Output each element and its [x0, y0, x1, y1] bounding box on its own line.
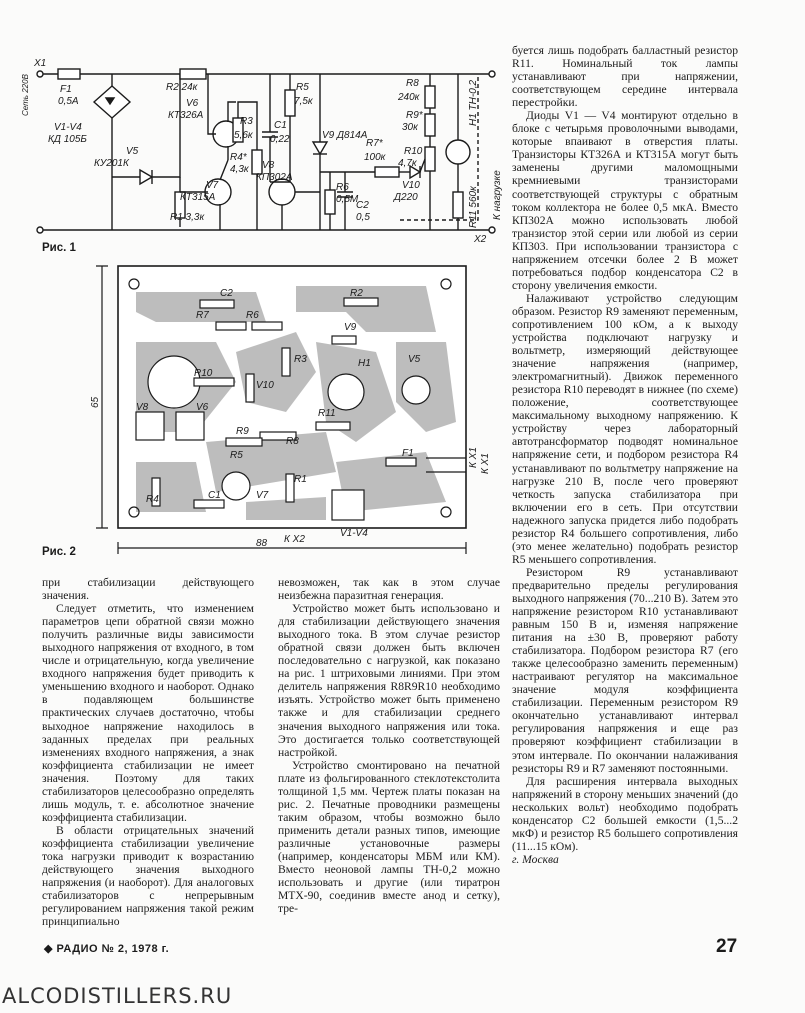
pcb-label-kx1-b: К X1 — [480, 453, 491, 474]
pcb-dim-width: 88 — [256, 538, 268, 549]
label-r5-value: 7,5к — [294, 96, 313, 107]
pcb-dim-height: 65 — [90, 396, 101, 408]
pcb-label-v10: V10 — [256, 380, 274, 391]
figure-1-schematic — [21, 42, 503, 245]
label-r3-value: 5,6к — [234, 130, 253, 141]
label-r4-value: 4,3к — [230, 164, 249, 175]
label-x1: X1 — [34, 58, 47, 69]
pcb-label-r3: R3 — [294, 354, 307, 365]
figure-1-caption: Рис. 1 — [42, 242, 76, 254]
label-r4: R4* — [230, 152, 247, 163]
paragraph: Устройство смонтировано на печатной плате из фольгированного стеклотекстолита толщиной 1,5 мм. Чертеж платы показан на рис. 2. Печатные проводники размещены таким образом, чтобы возможно было применить детали разных типов, имеющие различные установочные размеры (например, конденсаторы МБМ или КМ). Вместо неоновой лампы ТН-0,2 можно использовать и другие (или тиратрон МТХ-90, соединив вместе анод и сетку), тре- — [278, 758, 500, 916]
paragraph: невозможен, так как в этом случае неизбежна паразитная генерация. — [278, 576, 500, 603]
label-v6: V6 — [186, 98, 199, 109]
pcb-label-r5: R5 — [230, 450, 243, 461]
pcb-label-c2: C2 — [220, 288, 233, 299]
pcb-label-r4: R4 — [146, 494, 159, 505]
paragraph: Следует отметить, что изменением параметров цепи обратной связи можно получить различные виды зависимости выходного напряжения от входного, в том числе и отрицательную, когда увеличение входного напряжения будет приводить к уменьшению входного и наоборот. Однако в подавляющем большинстве практических случаев достаточно, чтобы выходное напряжение находилось в заданных пределах при реальных изменениях входного напряжения, а знак коэффициента стабилизации не имеет значения. Поэтому для таких стабилизаторов целесообразно определять лишь модуль, т. е. абсолютное значение коэффициента стабилизации. — [42, 602, 254, 824]
paragraph: Для расширения интервала выходных напряжений в сторону меньших значений (до нескольких вольт) необходимо подобрать конденсатор C2 большей емкости (1,5...2 мкФ) и резистор R5 большего сопротивления (11...15 кОм). — [512, 774, 738, 853]
watermark: ALCODISTILLERS.RU — [2, 984, 233, 1008]
pcb-label-r1: R1 — [294, 474, 307, 485]
pcb-label-r7: R7 — [196, 310, 209, 321]
middle-column — [278, 576, 500, 915]
label-r2: R2 24к — [166, 82, 198, 93]
label-r10: R10 — [404, 146, 423, 157]
paragraph: Устройство может быть использовано и для стабилизации действующего значения выходного тока. В этом случае резистор обратной связи должен быть включен последовательно с нагрузкой, как показано на рис. 1 штриховыми линиями. При этом делитель напряжения R8R9R10 необходимо изъять. Устройство может быть применено также и для стабилизации среднего значения выходного напряжения или тока. Это достигается только соответствующей настройкой. — [278, 602, 500, 759]
label-v7-type: КТ315А — [180, 192, 216, 203]
label-c1: C1 — [274, 120, 287, 131]
label-mains: Сеть 220В — [21, 74, 30, 116]
label-r6-value: 0,5М — [336, 194, 359, 205]
label-r8: R8 — [406, 78, 419, 89]
label-r11: R11 560к — [468, 186, 479, 228]
label-f1-value: 0,5A — [58, 96, 79, 107]
label-r9-value: 30к — [402, 122, 418, 133]
pcb-label-r11: R11 — [318, 408, 336, 419]
label-kd: КД 105Б — [48, 134, 87, 145]
label-v8-type: КП302А — [256, 172, 293, 183]
pcb-label-r2: R2 — [350, 288, 363, 299]
label-f1: F1 — [60, 84, 72, 95]
pcb-label-v9: V9 — [344, 322, 357, 333]
label-v5: V5 — [126, 146, 139, 157]
label-v8: V8 — [262, 160, 275, 171]
city-signature: г. Москва — [512, 852, 559, 866]
pcb-label-kx2: К X2 — [284, 534, 305, 545]
pcb-label-r10: R10 — [194, 368, 213, 379]
right-column — [512, 44, 738, 866]
label-r8-value: 240к — [398, 92, 420, 103]
journal-issue: РАДИО № 2, 1978 г. — [56, 943, 170, 955]
label-c1-value: 0,22 — [270, 134, 290, 145]
diamond-icon: ◆ — [44, 943, 53, 955]
pcb-label-c1: C1 — [208, 490, 221, 501]
label-c2-value: 0,5 — [356, 212, 370, 223]
paragraph: при стабилизации действующего значения. — [42, 576, 254, 603]
label-x2: X2 — [474, 234, 487, 245]
label-r3: R3 — [240, 116, 253, 127]
label-r1: R1 3,3к — [170, 212, 205, 223]
left-column — [42, 576, 254, 928]
figure-2-caption: Рис. 2 — [42, 546, 76, 558]
pcb-label-h1: H1 — [358, 358, 371, 369]
pcb-label-v5: V5 — [408, 354, 421, 365]
pcb-label-r9: R9 — [236, 426, 249, 437]
label-v6-type: КТ326А — [168, 110, 204, 121]
label-c2: C2 — [356, 200, 369, 211]
pcb-label-kx1-a: К X1 — [468, 447, 479, 468]
label-v10-type: Д220 — [394, 192, 418, 203]
page-number: 27 — [716, 936, 738, 957]
label-v1v4: V1-V4 — [54, 122, 82, 133]
pcb-label-f1: F1 — [402, 448, 414, 459]
label-load: К нагрузке — [492, 170, 503, 220]
paragraph: Резистором R9 устанавливают предварительно пределы регулирования выходного напряжения (70...210 В). Затем это напряжение резистором R10 устанавливают равным 150 В и, изменяя напряжение питания на ±30 В, проверяют работу стабилизатора. Подбором резистора R7 (его также целесообразно заменить переменным) настраивают регулятор на максимальное значение модуля коэффициента стабилизации. Переменным резистором R9 окончательно устанавливают интервал регулирования напряжения и еще раз проверяют коэффициент стабилизации в этом интервале. По окончании налаживания резисторы R9 и R7 заменяют постоянными. — [512, 565, 738, 775]
label-h1: H1 ТН-0,2 — [468, 79, 479, 126]
label-r10-value: 4,7к — [398, 158, 417, 169]
label-r7: R7* — [366, 138, 383, 149]
label-r7-value: 100к — [364, 152, 386, 163]
label-r6: R6 — [336, 182, 349, 193]
paragraph: Диоды V1 — V4 монтируют отдельно в блоке с четырьмя проволочными выводами, которые впаивают в отверстия платы. Транзисторы КТ326А и КТ315А могут быть заменены другими маломощными кремниевыми транзисторами соответствующей структуры с обратным током коллектора не более 0,5 мкА. Вместо КП302А можно использовать любой транзистор этой серии или любой из серии КП303. При использовании транзистора с напряжением отсечки более 2 В может потребоваться подбор конденсатора C2 в сторону увеличения емкости. — [512, 109, 738, 292]
paragraph: буется лишь подобрать балластный резистор R11. Номинальный ток лампы устанавливают при напряжении, соответствующем середине интервала перестройки. — [512, 44, 738, 110]
paragraph: В области отрицательных значений коэффициента стабилизации увеличение тока нагрузки приводит к возрастанию действующего значения выходного напряжения (и наоборот). Для аналоговых стабилизаторов с непрерывным регулированием напряжения такой режим принципиально — [42, 823, 254, 929]
paragraph: Налаживают устройство следующим образом. Резистор R9 заменяют переменным, сопротивлением 100 кОм, а к выходу устройства подключают нагрузку и вольтметр, измеряющий действующее значение напряжения (например, электромагнитный). Движок переменного резистора R10 переводят в нижнее (по схеме) положение, соответствующее максимальному выходному напряжению. К устройству через лабораторный автотрансформатор подводят номинальное напряжение сети, и подбором резистора R4 устанавливают по вольтметру напряжение на нагрузке 210 В, после чего проверяют четкость запуска стабилизатора при включении его в сеть. При отсутствии надежного запуска придется либо подобрать резистор R4 большего сопротивления, либо (это менее желательно) подобрать резистор R5 меньшего сопротивления. — [512, 291, 738, 566]
label-v7: V7 — [206, 180, 219, 191]
pcb-label-v7: V7 — [256, 490, 269, 501]
pcb-label-v8: V8 — [136, 402, 149, 413]
figure-2-pcb — [90, 262, 491, 554]
label-r9: R9* — [406, 110, 423, 121]
label-v9: V9 Д814А — [322, 130, 368, 141]
journal-footer — [44, 942, 169, 955]
pcb-label-v1v4: V1-V4 — [340, 528, 368, 539]
pcb-label-v6: V6 — [196, 402, 209, 413]
label-v5-type: КУ201К — [94, 158, 129, 169]
pcb-label-r6: R6 — [246, 310, 259, 321]
label-v10: V10 — [402, 180, 420, 191]
pcb-label-r8: R8 — [286, 436, 299, 447]
label-r5: R5 — [296, 82, 309, 93]
